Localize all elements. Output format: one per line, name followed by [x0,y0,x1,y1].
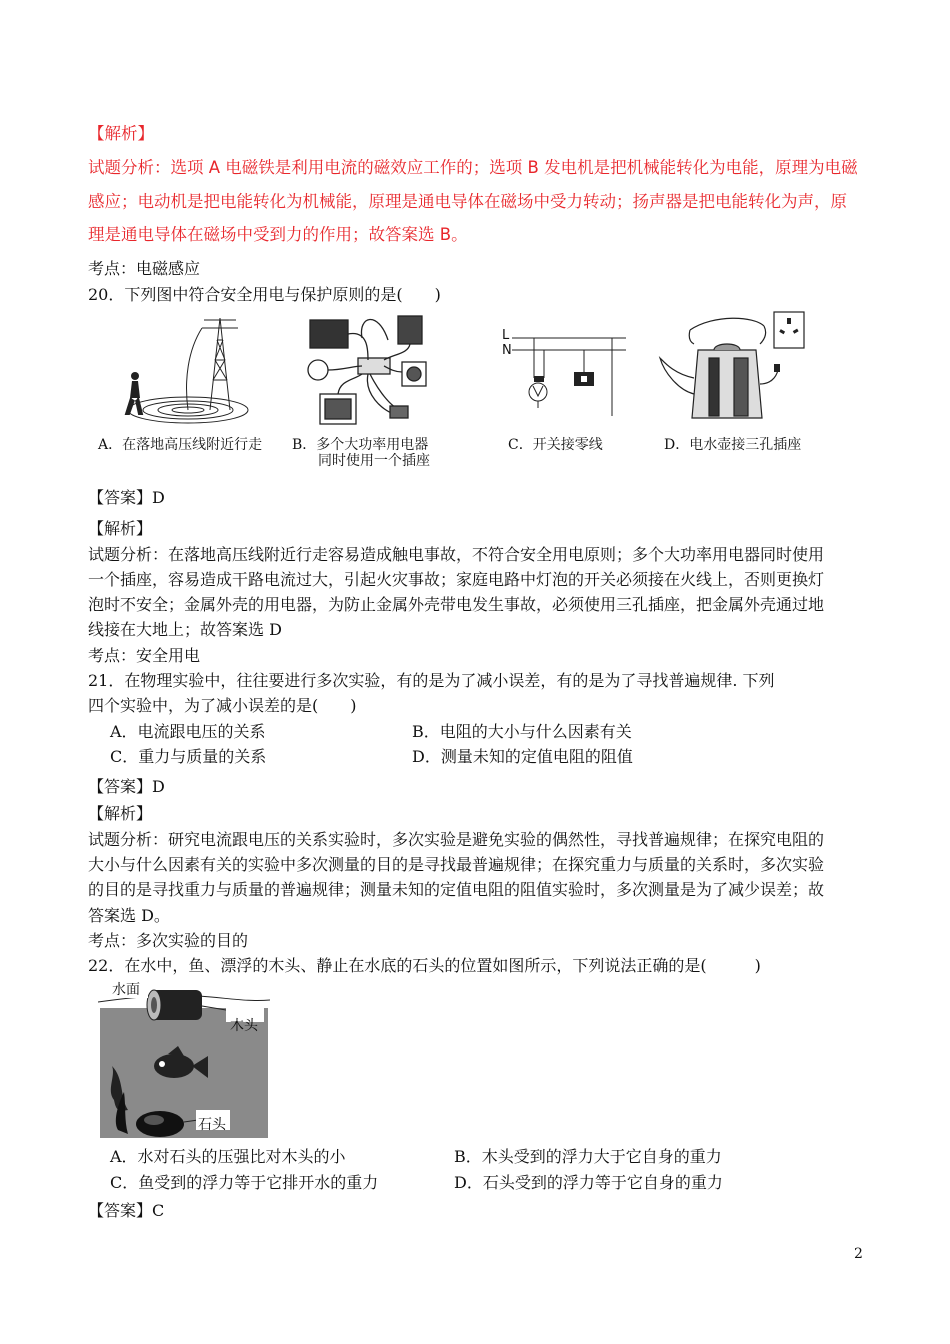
analysis1-line-3: 理是通电导体在磁场中受到力的作用；故答案选 B。 [88,225,468,244]
analysis1-kaodian: 考点：电磁感应 [88,259,201,278]
q20-caption-a: A．在落地高压线附近行走 [98,437,263,453]
analysis1-heading: 【解析】 [88,124,154,143]
q20-caption-b-1: B．多个大功率用电器 [292,437,429,453]
q21-analysis-line-2: 大小与什么因素有关的实验中多次测量的目的是寻找最普遍规律；在探究重力与质量的关系时，多次实验 [88,855,825,874]
q20-fig-c-label-n: N [502,343,512,358]
q21-analysis-heading: 【解析】 [88,804,153,823]
q22-fig-label-water: 水面 [112,982,140,998]
q22-option-b: B．木头受到的浮力大于它自身的重力 [454,1147,722,1166]
q22-option-d: D．石头受到的浮力等于它自身的重力 [454,1173,723,1192]
q22-figure [98,980,270,1140]
q21-option-c: C．重力与质量的关系 [110,747,267,766]
q21-answer: 【答案】D [88,777,165,796]
q20-figure-a [118,310,278,428]
q22-answer: 【答案】C [88,1201,165,1220]
q20-kaodian: 考点：安全用电 [88,646,201,665]
q21-analysis-line-3: 的目的是寻找重力与质量的普遍规律；测量未知的定值电阻的阻值实验时，多次测量是为了减少误差；故 [88,880,825,899]
q20-figure-d [654,308,814,426]
q22-option-a: A．水对石头的压强比对木头的小 [110,1147,346,1166]
q20-answer: 【答案】D [88,488,165,507]
analysis1-line-2: 感应；电动机是把电能转化为机械能，原理是通电导体在磁场中受力转动；扬声器是把电能转化为声，原 [88,192,847,211]
q21-option-b: B．电阻的大小与什么因素有关 [412,722,632,741]
analysis1-line-1: 试题分析：选项 A 电磁铁是利用电流的磁效应工作的；选项 B 发电机是把机械能转化为电能，原理为电磁 [88,158,858,177]
q20-caption-d: D．电水壶接三孔插座 [664,437,802,453]
q21-stem-1: 21．在物理实验中，往往要进行多次实验，有的是为了减小误差，有的是为了寻找普遍规律. 下列 [88,671,775,690]
q20-analysis-line-3: 泡时不安全；金属外壳的用电器，为防止金属外壳带电发生事故，必须使用三孔插座，把金属外壳通过地 [88,595,825,614]
q20-analysis-line-4: 线接在大地上；故答案选 D [88,620,282,639]
q20-fig-c-label-l: L [502,328,510,343]
q21-stem-2: 四个实验中，为了减小误差的是( ) [88,696,357,715]
q22-stem: 22．在水中，鱼、漂浮的木头、静止在水底的石头的位置如图所示，下列说法正确的是( ) [88,956,761,975]
q20-caption-c: C．开关接零线 [508,437,603,453]
q22-fig-label-wood: 木头 [230,1018,258,1034]
q21-analysis-line-1: 试题分析：研究电流跟电压的关系实验时，多次实验是避免实验的偶然性，寻找普遍规律；在探究电阻的 [88,830,825,849]
q20-analysis-line-1: 试题分析：在落地高压线附近行走容易造成触电事故，不符合安全用电原则；多个大功率用电器同时使用 [88,545,825,564]
q22-option-c: C．鱼受到的浮力等于它排开水的重力 [110,1173,379,1192]
q22-fig-label-stone: 石头 [198,1117,226,1133]
page-number: 2 [854,1246,863,1262]
q20-figure-b [298,310,443,432]
q21-option-a: A．电流跟电压的关系 [110,722,266,741]
q21-kaodian: 考点：多次实验的目的 [88,931,249,950]
q21-option-d: D．测量未知的定值电阻的阻值 [412,747,633,766]
q20-analysis-line-2: 一个插座，容易造成干路电流过大，引起火灾事故；家庭电路中灯泡的开关必须接在火线上，否则更换灯 [88,570,825,589]
q20-figure-c [500,330,630,420]
q21-analysis-line-4: 答案选 D。 [88,906,170,925]
q20-caption-b-2: 同时使用一个插座 [318,453,430,469]
q20-analysis-heading: 【解析】 [88,519,153,538]
q20-stem: 20．下列图中符合安全用电与保护原则的是( ) [88,285,441,304]
